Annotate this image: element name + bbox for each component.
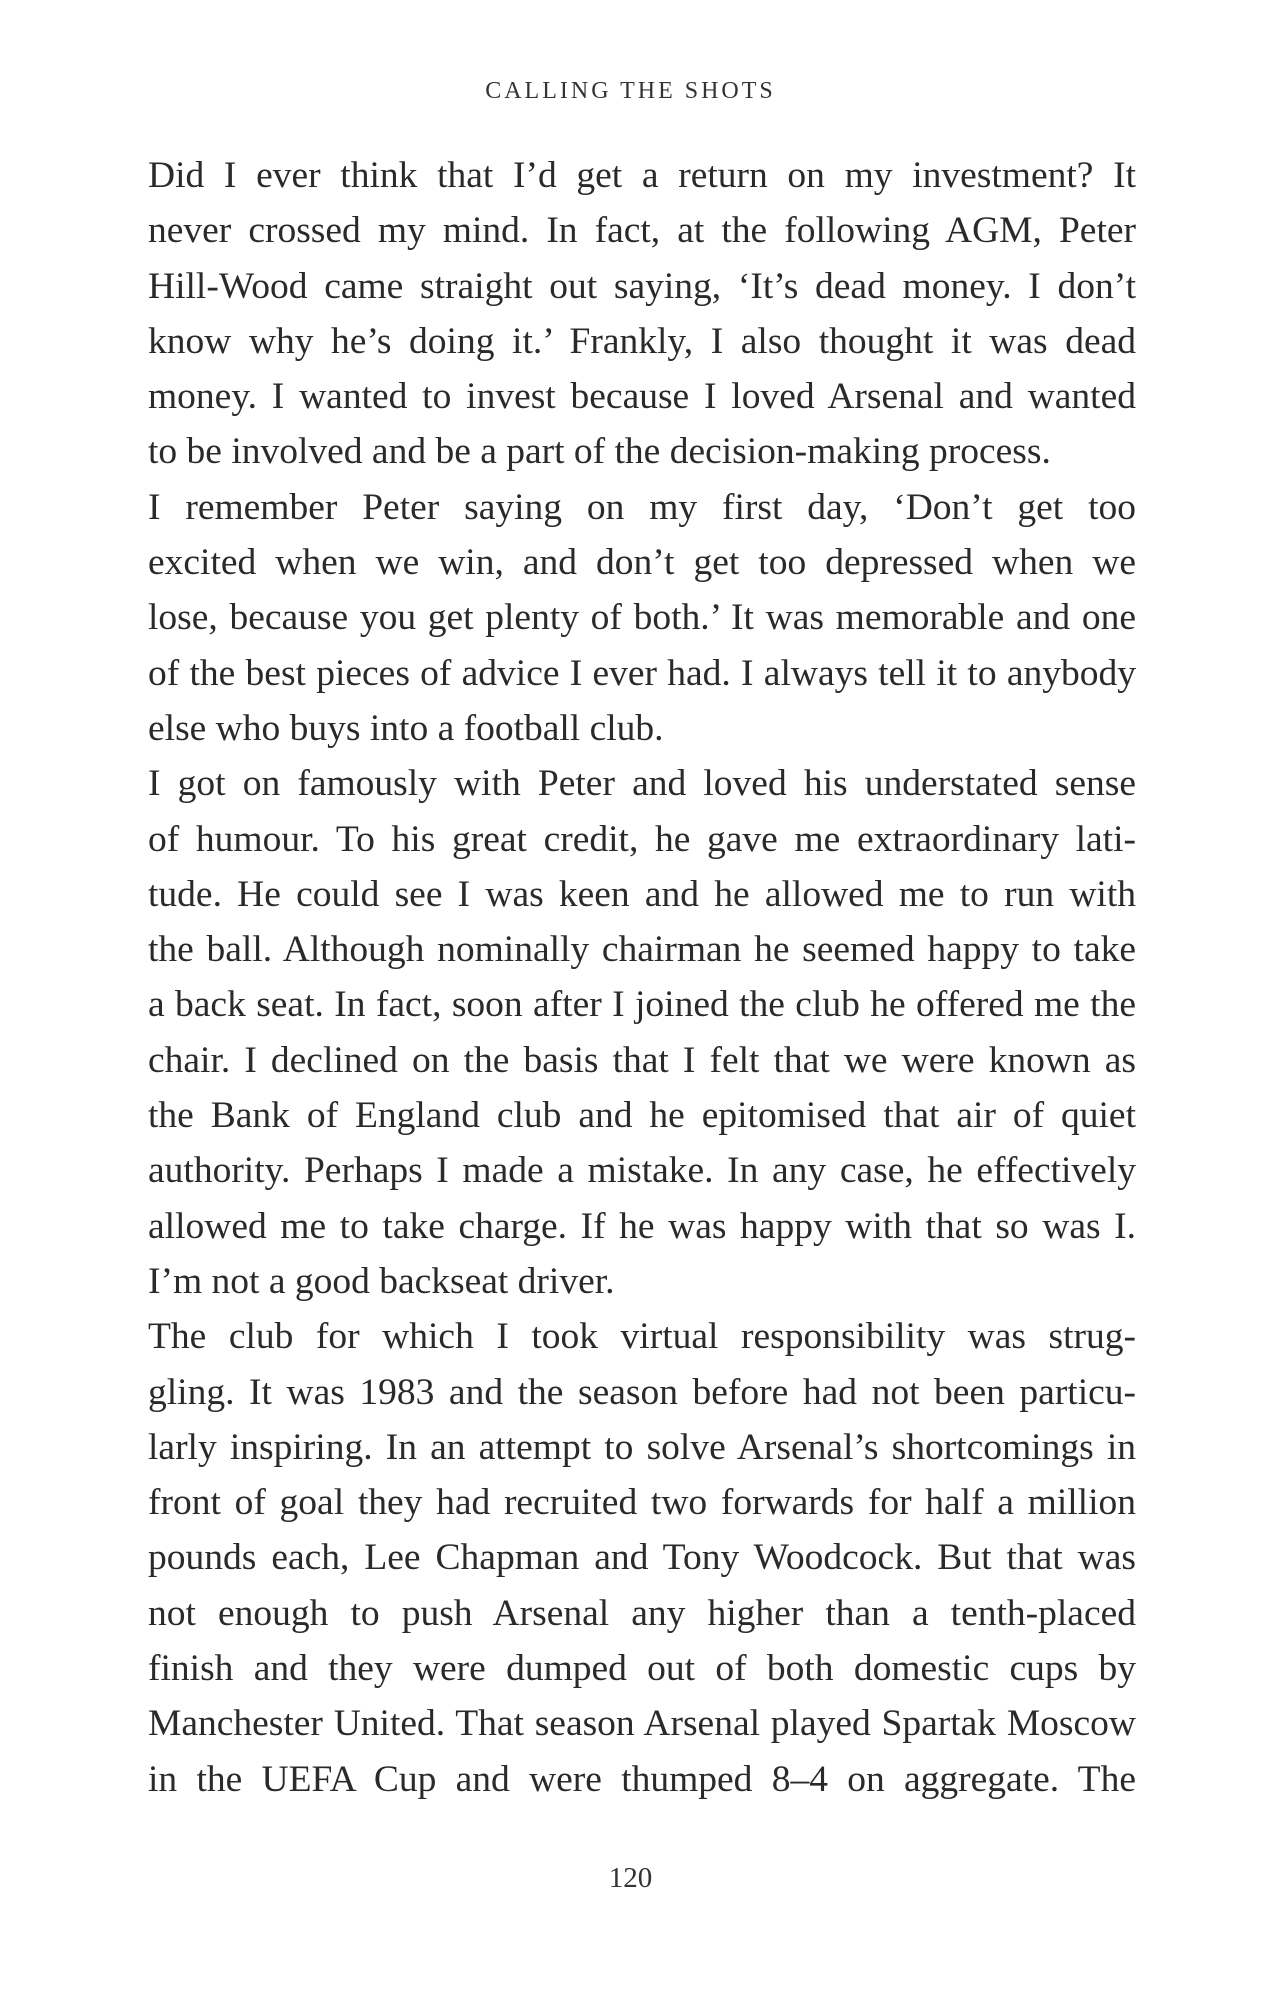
text-line: tude. He could see I was keen and he allowed me to run with [148,873,1136,915]
text-line: to be involved and be a part of the decision-making process. [148,431,1051,473]
text-line: I remember Peter saying on my first day, ‘Don’t get too [148,486,1136,528]
text-line: the ball. Although nominally chairman he seemed happy to take [148,929,1136,971]
text-line: Hill-Wood came straight out saying, ‘It’s dead money. I don’t [148,265,1136,307]
text-line: not enough to push Arsenal any higher than a tenth-placed [148,1592,1136,1634]
text-line: Manchester United. That season Arsenal played Spartak Moscow [148,1703,1136,1745]
text-line: pounds each, Lee Chapman and Tony Woodcock. But that was [148,1537,1136,1579]
text-line: chair. I declined on the basis that I felt that we were known as [148,1039,1136,1081]
text-line: money. I wanted to invest because I loved Arsenal and wanted [148,376,1136,418]
text-line: know why he’s doing it.’ Frankly, I also thought it was dead [148,320,1136,362]
paragraph [148,756,1136,1309]
text-line: The club for which I took virtual responsibility was strug- [148,1316,1136,1358]
paragraph [148,148,1136,480]
paragraph [148,1309,1136,1807]
paragraph [148,480,1136,756]
text-line: never crossed my mind. In fact, at the following AGM, Peter [148,210,1136,252]
text-line: gling. It was 1983 and the season before had not been particu- [148,1371,1136,1413]
text-line: larly inspiring. In an attempt to solve Arsenal’s shortcomings in [148,1426,1136,1468]
text-line: allowed me to take charge. If he was happy with that so was I. [148,1205,1136,1247]
text-line: authority. Perhaps I made a mistake. In any case, he effectively [148,1150,1136,1192]
text-line: Did I ever think that I’d get a return on my investment? It [148,155,1136,196]
body-text [148,148,1136,1807]
text-line: lose, because you get plenty of both.’ It was memorable and one [148,597,1136,639]
text-line: of humour. To his great credit, he gave me extraordinary lati- [148,818,1136,860]
text-line: of the best pieces of advice I ever had. I always tell it to anybody [148,652,1136,694]
page-number: 120 [608,1862,653,1894]
running-head: CALLING THE SHOTS [485,78,776,104]
text-line: excited when we win, and don’t get too depressed when we [148,542,1136,584]
text-line: else who buys into a football club. [148,707,664,749]
text-line: the Bank of England club and he epitomised that air of quiet [148,1095,1136,1137]
text-line: in the UEFA Cup and were thumped 8–4 on aggregate. The [148,1758,1136,1800]
text-line: finish and they were dumped out of both domestic cups by [148,1648,1136,1690]
text-line: I’m not a good backseat driver. [148,1260,615,1302]
text-line: I got on famously with Peter and loved his understated sense [148,763,1136,805]
text-line: a back seat. In fact, soon after I joined the club he offered me the [148,984,1136,1026]
text-line: front of goal they had recruited two forwards for half a million [148,1482,1136,1524]
